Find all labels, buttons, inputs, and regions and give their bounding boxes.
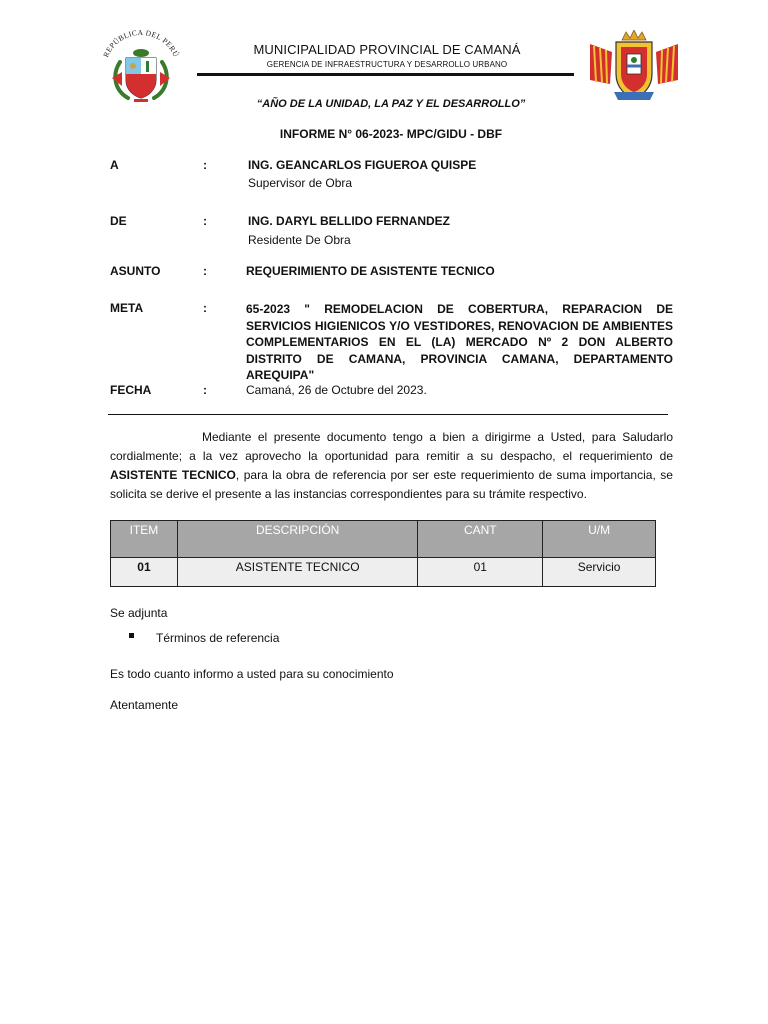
meta-label: META bbox=[110, 301, 144, 315]
bullet-square-icon bbox=[129, 633, 134, 638]
column-header-quantity: CANT bbox=[418, 521, 543, 558]
table-header-row bbox=[111, 521, 656, 558]
body-text-part2: , para la obra de referencia por ser este requerimiento de suma importancia, se solicita se derive el presente a las instancias correspondientes para su trámite respectivo. bbox=[110, 468, 673, 501]
from-label: DE bbox=[110, 214, 127, 228]
from-role: Residente De Obra bbox=[248, 233, 351, 247]
body-paragraph bbox=[110, 428, 673, 504]
closing-line: Es todo cuanto informo a usted para su conocimiento bbox=[110, 667, 394, 681]
camana-coat-of-arms-icon bbox=[584, 30, 684, 102]
signoff: Atentamente bbox=[110, 698, 179, 712]
from-name: ING. DARYL BELLIDO FERNANDEZ bbox=[248, 214, 451, 228]
to-label: A bbox=[110, 158, 119, 172]
table-row bbox=[111, 558, 656, 587]
year-motto: “AÑO DE LA UNIDAD, LA PAZ Y EL DESARROLLO” bbox=[256, 98, 526, 110]
subject-colon: : bbox=[203, 264, 207, 278]
meta-value: 65-2023 " REMODELACION DE COBERTURA, REPARACION DE SERVICIOS HIGIENICOS Y/O VESTIDORES, RENOVACION DE AMBIENTES COMPLEMENTARIOS EN EL (LA) MERCADO Nº 2 DON ALBERTO DISTRITO DE CAMANA, PROVINCIA CAMANA, DEPARTAMENTO AREQUIPA" bbox=[246, 302, 673, 382]
cell-unit: Servicio bbox=[543, 558, 656, 587]
header-divider bbox=[197, 73, 574, 76]
requirements-table bbox=[110, 520, 656, 587]
column-header-description: DESCRIPCIÓN bbox=[177, 521, 418, 558]
report-number: INFORME N° 06-2023- MPC/GIDU - DBF bbox=[279, 127, 503, 141]
body-text-part1: Mediante el presente documento tengo a bien a dirigirme a Usted, para Saludarlo cordialmente; a la vez aprovecho la oportunidad para remitir a su despacho, el requerimiento de bbox=[110, 430, 673, 463]
subject-value: REQUERIMIENTO DE ASISTENTE TECNICO bbox=[246, 264, 495, 278]
to-name: ING. GEANCARLOS FIGUEROA QUISPE bbox=[248, 158, 477, 172]
cell-quantity: 01 bbox=[418, 558, 543, 587]
department-subtitle: GERENCIA DE INFRAESTRUCTURA Y DESARROLLO URBANO bbox=[266, 60, 508, 69]
date-label: FECHA bbox=[110, 383, 152, 397]
municipality-title: MUNICIPALIDAD PROVINCIAL DE CAMANÁ bbox=[253, 42, 521, 57]
cell-item: 01 bbox=[111, 558, 178, 587]
column-header-item: ITEM bbox=[111, 521, 178, 558]
seal-arc-text: REPÚBLICA DEL PERÚ bbox=[101, 28, 181, 59]
date-value: Camaná, 26 de Octubre del 2023. bbox=[246, 383, 427, 397]
meta-colon: : bbox=[203, 301, 207, 315]
attachments-intro: Se adjunta bbox=[110, 606, 168, 620]
column-header-unit: U/M bbox=[543, 521, 656, 558]
to-colon: : bbox=[203, 158, 207, 172]
peru-coat-of-arms-icon bbox=[98, 28, 184, 106]
section-divider bbox=[108, 414, 668, 415]
to-role: Supervisor de Obra bbox=[248, 176, 353, 190]
subject-label: ASUNTO bbox=[110, 264, 161, 278]
attachment-item: Términos de referencia bbox=[156, 631, 280, 645]
from-colon: : bbox=[203, 214, 207, 228]
date-colon: : bbox=[203, 383, 207, 397]
cell-description: ASISTENTE TECNICO bbox=[177, 558, 418, 587]
body-text-bold: ASISTENTE TECNICO bbox=[110, 468, 236, 482]
